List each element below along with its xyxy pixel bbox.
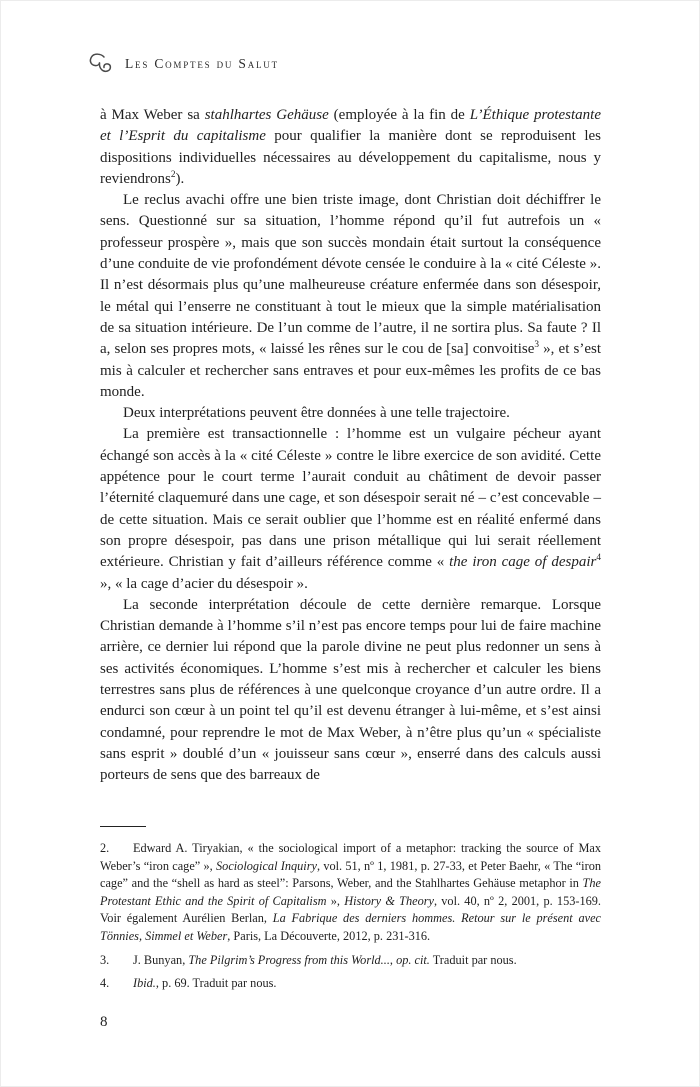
text-run: à Max Weber sa [100,107,205,123]
text-run: , p. 69. Traduit par nous. [155,976,277,991]
text-run-italic: The Pilgrim’s Progress from this World... [188,952,390,967]
footnote-ref: 2 [170,169,176,180]
text-run: J. Bunyan, [133,952,189,967]
footnote-ref: 4 [596,553,601,564]
text-run: », [326,893,345,908]
footnote-number: 3. [100,952,110,967]
footnote-number: 2. [100,841,110,855]
text-run: Le reclus avachi offre une bien triste image, dont Christian doit déchiffrer le sens. Questionné sur sa situation, l’homme répond qu’il fut autrefois un « professeur prospère », mais que son succès mondain était surtout la conséquence d’une conduite de vie profondément dévote censée le conduire à la « cité Céleste ». Il n’est désormais plus qu’une malheureuse créature enfermée dans son désespoir, le métal qui l’enserre ne constituant à tout le mieux que la simple matérialisation de sa situation intérieure. De l’un comme de l’autre, il ne sortira plus. Sa faute ? Il a, selon ses propres mots, « laissé les rênes sur le cou de [sa] convoitise [100,192,601,358]
text-run-italic: Sociological Inquiry [216,858,317,873]
text-run: », « la cage d’acier du désespoir ». [100,575,308,592]
body-text [100,105,601,787]
text-run-italic: La Fabrique des derniers hommes. Retour sur le présent avec Tönnies, Simmel et Weber [100,911,601,943]
footnote [100,952,601,970]
text-run: , [389,952,397,967]
paragraph [100,424,601,594]
text-run: La seconde interprétation découle de cette dernière remarque. Lorsque Christian demande à l’homme s’il n’est pas encore temps pour lui de faire machine arrière, ce dernier lui répond que la parole divine ne peut plus redonner un sens à ses activités économiques. L’homme s’est mis à rechercher et calculer les biens terrestres sans plus de références à une quelconque croyance d’un autre ordre. Il a endurci son cœur à un point tel qu’il est devenu étranger à lui-même, et s’est ainsi condamné, pour reprendre le mot de Max Weber, à n’être plus qu’un « spécialiste sans esprit » doublé d’un « jouisseur sans cœur », enserré dans des calculs aussi porteurs de sens que des barreaux de [100,596,601,784]
footnote-number: 4. [100,976,110,991]
text-run: Traduit par nous. [429,952,517,967]
text-run-italic: The Protestant Ethic and the Spirit of Capitalism [100,876,601,908]
text-run: , vol. 51, nº 1, 1981, p. 27-33, et Peter Baehr, « The “iron cage” and the “shell as hard as steel”: Parsons, Weber, and the Stahlhartes Gehäuse metaphor in [100,858,601,891]
footnotes [100,840,601,999]
text-run: Edward A. Tiryakian, « the sociological import of a metaphor: tracking the source of Max Weber’s “iron cage” », [100,841,601,873]
text-run: La première est transactionnelle : l’homme est un vulgaire pécheur ayant échangé son accès à la « cité Céleste » contre le libre exercice de son avidité. Cette appétence pour le court terme l’aurait conduit au châtiment de devoir passer l’éternité claquemuré dans une cage, et son désespoir serait né – c’est concevable – de cette situation. Mais ce serait oublier que l’homme est en réalité enfermé dans son propre désespoir, pas dans une prison métallique qui lui serait réellement extérieure. Christian y fait d’ailleurs référence comme « [100,426,601,571]
text-run-italic: L’Éthique protestante et l’Esprit du capitalisme [100,107,601,145]
text-run-italic: op. cit. [396,952,430,967]
running-header-title: Les Comptes du Salut [125,56,279,71]
footnote-separator [100,826,146,827]
text-run: pour qualifier la manière dont se reproduisent les dispositions individuelles nécessaires au développement du capitalisme, nous y reviendrons [100,128,601,187]
text-run: ). [175,170,185,187]
footnote [100,840,601,946]
paragraph [100,105,601,190]
text-run-italic: Ibid. [133,976,156,991]
paragraph [100,190,601,403]
header-ornament-icon [86,52,116,76]
page-number: 8 [100,1014,108,1030]
text-run-italic: the iron cage of despair [449,554,597,571]
footnote-ref: 3 [534,340,540,351]
text-run-italic: History & Theory [344,893,434,908]
text-run-italic: stahlhartes Gehäuse [204,107,329,123]
text-run: (employée à la fin de [328,107,470,123]
text-run: Deux interprétations peuvent être données à une telle trajectoire. [123,405,510,422]
text-run: », et s’est mis à calculer et rechercher sans entraves et pour eux-mêmes les profits de ce bas monde. [100,341,601,400]
text-run: , Paris, La Découverte, 2012, p. 231-316. [227,928,431,943]
paragraph [100,595,601,787]
footnote [100,975,601,993]
running-header [86,52,279,76]
paragraph [100,403,601,424]
text-run: , vol. 40, nº 2, 2001, p. 153-169. Voir également Aurélien Berlan, [100,893,601,926]
